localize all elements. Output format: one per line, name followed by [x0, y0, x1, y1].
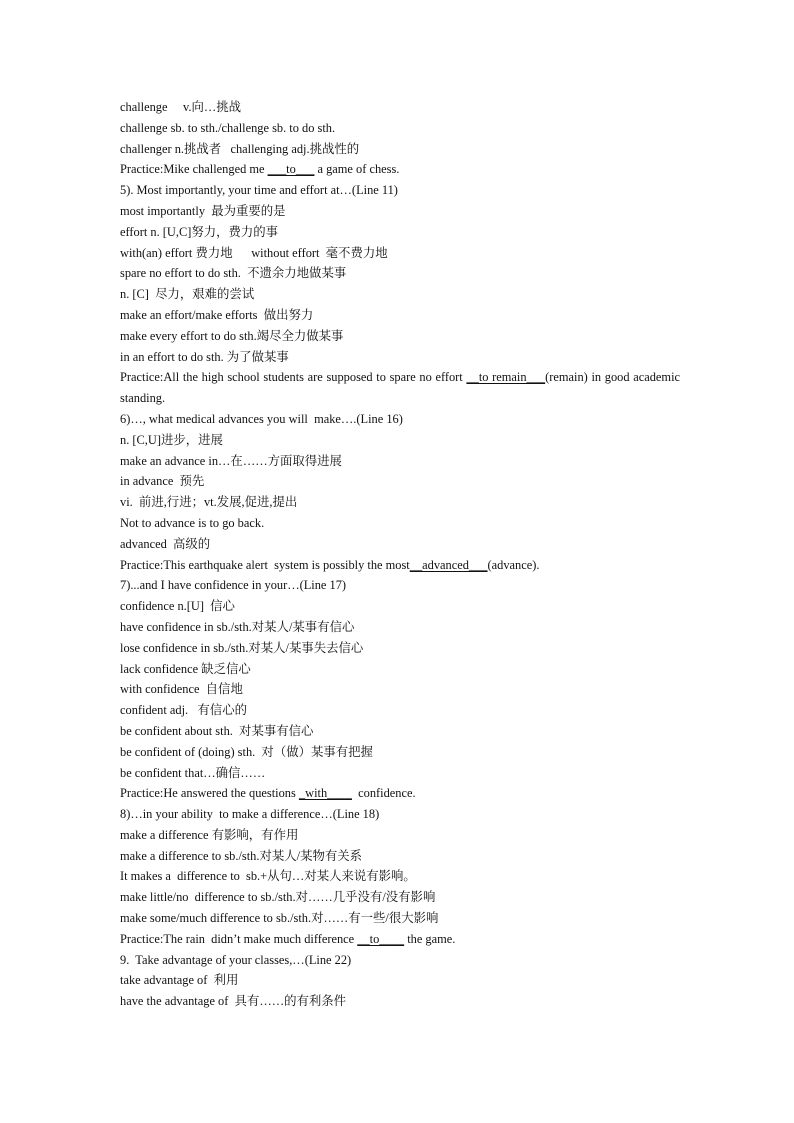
document-body: [120, 97, 680, 1012]
text-line: [120, 555, 680, 576]
text-line: [120, 659, 680, 680]
text-line: [120, 201, 680, 222]
text-line: [120, 139, 680, 160]
text-segment: make little/no difference to sb./sth.对……几乎没有/没有影响: [120, 890, 436, 905]
text-segment: most importantly 最为重要的是: [120, 203, 286, 218]
answer-blank: __advanced___: [409, 557, 488, 572]
text-line: [120, 596, 680, 617]
text-line: [120, 451, 680, 472]
text-segment: make a difference 有影响，有作用: [120, 827, 299, 842]
text-segment: make an advance in…在……方面取得进展: [120, 453, 342, 468]
text-line: [120, 742, 680, 763]
text-line: [120, 929, 680, 950]
text-line: [120, 326, 680, 347]
text-segment: confidence.: [351, 786, 416, 801]
text-line: [120, 970, 680, 991]
text-line: [120, 222, 680, 243]
text-segment: n. [C] 尽力，艰难的尝试: [120, 287, 255, 302]
text-segment: with confidence 自信地: [120, 682, 243, 697]
answer-blank: __to____: [357, 931, 405, 946]
text-segment: (remain) in good academic standing.: [120, 370, 681, 406]
text-segment: have the advantage of 具有……的有利条件: [120, 994, 347, 1009]
text-line: [120, 180, 680, 201]
text-line: [120, 783, 680, 804]
text-segment: 9. Take advantage of your classes,…(Line 22): [120, 952, 352, 967]
text-segment: take advantage of 利用: [120, 973, 239, 988]
text-segment: be confident that…确信……: [120, 765, 266, 780]
text-line: [120, 866, 680, 887]
text-segment: (advance).: [487, 557, 540, 572]
text-segment: advanced 高级的: [120, 536, 211, 551]
text-line: [120, 804, 680, 825]
text-line: [120, 513, 680, 534]
answer-blank: ___to___: [267, 162, 315, 177]
text-segment: 6)…, what medical advances you will make….(Line 16): [120, 411, 403, 426]
text-segment: Practice:This earthquake alert system is possibly the most: [120, 557, 410, 572]
text-segment: confident adj. 有信心的: [120, 703, 247, 718]
text-segment: It makes a difference to sb.+从句…对某人来说有影响。: [120, 869, 416, 884]
text-segment: make a difference to sb./sth.对某人/某物有关系: [120, 848, 363, 863]
text-line: [120, 243, 680, 264]
answer-blank: __to remain___: [466, 370, 546, 385]
answer-blank: _with____: [298, 786, 352, 801]
text-line: [120, 534, 680, 555]
text-line: [120, 409, 680, 430]
text-segment: lose confidence in sb./sth.对某人/某事失去信心: [120, 640, 364, 655]
text-segment: Practice:The rain didn’t make much difference: [120, 931, 358, 946]
text-segment: confidence n.[U] 信心: [120, 599, 235, 614]
text-segment: make every effort to do sth.竭尽全力做某事: [120, 328, 344, 343]
text-segment: in an effort to do sth. 为了做某事: [120, 349, 289, 364]
text-segment: 8)…in your ability to make a difference…(Line 18): [120, 807, 380, 822]
text-segment: vi. 前进,行进；vt.发展,促进,提出: [120, 495, 298, 510]
text-line: [120, 991, 680, 1012]
text-line: [120, 118, 680, 139]
text-line: [120, 825, 680, 846]
text-line: [120, 263, 680, 284]
text-line: [120, 492, 680, 513]
text-segment: lack confidence 缺乏信心: [120, 661, 251, 676]
text-line: [120, 950, 680, 971]
text-segment: challenge v.向…挑战: [120, 100, 242, 114]
text-segment: Not to advance is to go back.: [120, 515, 265, 530]
text-line: [120, 700, 680, 721]
text-line: [120, 638, 680, 659]
text-segment: the game.: [404, 931, 456, 946]
text-segment: Practice:Mike challenged me: [120, 162, 268, 177]
text-line: [120, 367, 680, 409]
text-segment: be confident of (doing) sth. 对（做）某事有把握: [120, 744, 373, 759]
text-segment: 7)...and I have confidence in your…(Line 17): [120, 578, 347, 593]
text-line: [120, 846, 680, 867]
text-segment: effort n. [U,C]努力，费力的事: [120, 224, 279, 239]
text-line: [120, 430, 680, 451]
text-segment: in advance 预先: [120, 474, 205, 489]
text-segment: Practice:He answered the questions: [120, 786, 299, 801]
text-line: [120, 887, 680, 908]
text-segment: 5). Most importantly, your time and effort at…(Line 11): [120, 183, 398, 198]
text-line: [120, 679, 680, 700]
text-segment: spare no effort to do sth. 不遗余力地做某事: [120, 266, 347, 281]
text-line: [120, 721, 680, 742]
text-segment: make an effort/make efforts 做出努力: [120, 307, 314, 322]
text-segment: make some/much difference to sb./sth.对……有一些/很大影响: [120, 911, 439, 926]
text-segment: with(an) effort 费力地 without effort 毫不费力地: [120, 245, 388, 260]
text-segment: challenge sb. to sth./challenge sb. to do sth.: [120, 120, 336, 135]
text-line: [120, 763, 680, 784]
text-segment: be confident about sth. 对某事有信心: [120, 723, 314, 738]
text-line: [120, 347, 680, 368]
text-line: [120, 617, 680, 638]
text-segment: n. [C,U]进步，进展: [120, 432, 223, 447]
text-line: [120, 305, 680, 326]
text-line: [120, 97, 680, 118]
text-line: [120, 575, 680, 596]
text-segment: Practice:All the high school students are supposed to spare no effort: [120, 370, 467, 385]
text-segment: challenger n.挑战者 challenging adj.挑战性的: [120, 141, 360, 156]
text-line: [120, 908, 680, 929]
text-segment: have confidence in sb./sth.对某人/某事有信心: [120, 619, 355, 634]
text-line: [120, 471, 680, 492]
text-line: [120, 159, 680, 180]
text-line: [120, 284, 680, 305]
text-segment: a game of chess.: [314, 162, 400, 177]
